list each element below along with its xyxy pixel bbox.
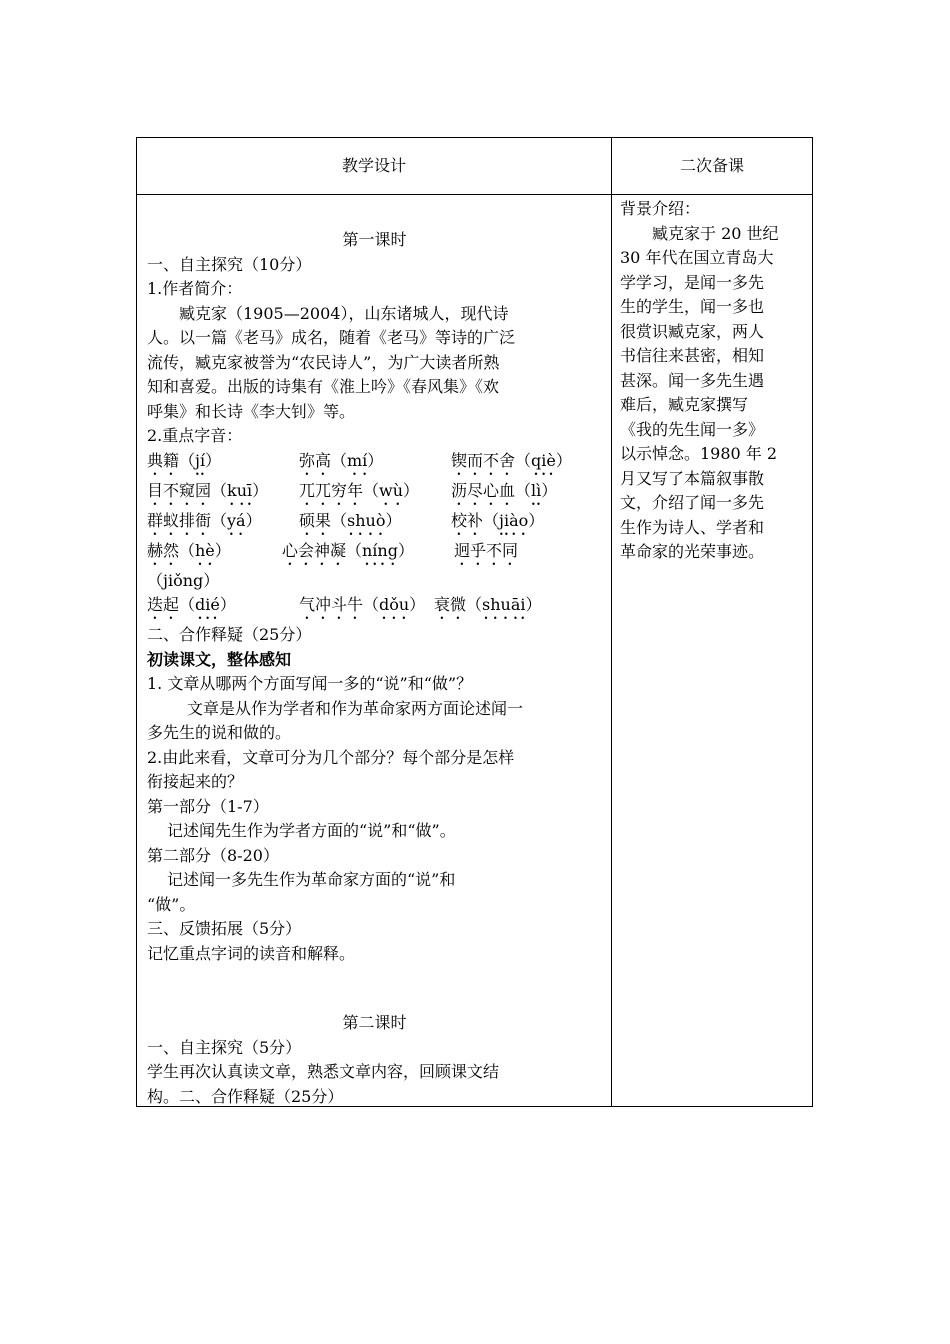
- pron-item: 目不窥园（kuī）: [147, 480, 269, 500]
- background-line: 月又写了本篇叙事散: [620, 468, 765, 488]
- question-2-line: 2.由此来看，文章可分为几个部分？每个部分是怎样: [147, 747, 515, 767]
- background-line: 学学习，是闻一多先: [620, 272, 765, 292]
- pronunciation-row: [147, 539, 602, 569]
- lesson-plan-table: [136, 137, 813, 1107]
- question-2-line: 衔接起来的？: [147, 772, 244, 791]
- background-line: 《我的先生闻一多》: [620, 419, 765, 439]
- lesson1-section1: 一、自主探究（10分）: [147, 254, 312, 274]
- lesson1-title: 第一课时: [342, 230, 407, 249]
- part-2-heading: 第二部分（8-20）: [147, 845, 279, 865]
- pron-item: 气冲斗牛（dǒu）: [299, 595, 426, 614]
- part-2-desc-line: 记述闻一多先生作为革命家方面的“说”和: [167, 870, 456, 889]
- background-line: 很赏识臧克家，两人: [620, 321, 765, 341]
- column-divider: [611, 138, 612, 1106]
- bio-line: 呼集》和长诗《李大钊》等。: [147, 401, 356, 421]
- pronunciation-row: [147, 593, 602, 623]
- lesson2-title: 第二课时: [342, 1013, 407, 1032]
- background-line: 难后，臧克家撰写: [620, 395, 749, 414]
- background-line: 生作为诗人、学者和: [620, 517, 765, 537]
- part-1-desc: 记述闻先生作为学者方面的“说”和“做”。: [167, 821, 456, 840]
- pron-item: 弥高（mí）: [299, 450, 384, 470]
- pronunciation-row: [147, 449, 602, 479]
- header-teaching-design: 教学设计: [341, 156, 406, 175]
- bio-line: 流传，臧克家被誉为“农民诗人”，为广大读者所熟: [147, 352, 500, 372]
- pron-item: 校补（jiào）: [451, 510, 545, 530]
- author-intro-heading: 1.作者简介：: [147, 279, 243, 298]
- pron-item: 典籍（jí）: [147, 450, 222, 470]
- lesson1-section3-desc: 记忆重点字词的读音和解释。: [147, 943, 356, 963]
- header-divider: [137, 194, 812, 195]
- pronunciation-heading: 2.重点字音：: [147, 426, 243, 445]
- pron-item: 心会神凝（níng）: [282, 540, 414, 560]
- pron-item: 硕果（shuò）: [299, 510, 402, 530]
- lesson2-desc-line: 学生再次认真读文章，熟悉文章内容，回顾课文结: [147, 1062, 500, 1081]
- reading-subheading: 初读课文，整体感知: [147, 649, 292, 669]
- background-line: 臧克家于 20 世纪: [652, 223, 779, 243]
- pronunciation-row: [147, 569, 602, 594]
- background-line: 革命家的光荣事迹。: [620, 542, 765, 561]
- pron-item: 锲而不舍（qiè）: [451, 450, 572, 470]
- question-1: 1. 文章从哪两个方面写闻一多的“说”和“做”？: [147, 674, 473, 693]
- background-line: 文，介绍了闻一多先: [620, 493, 765, 512]
- lesson1-section2: 二、合作释疑（25分）: [147, 625, 312, 644]
- background-line: 生的学生，闻一多也: [620, 297, 765, 316]
- lesson2-desc-line: 构。二、合作释疑（25分）: [147, 1086, 344, 1106]
- pronunciation-row: [147, 509, 602, 539]
- pron-item: 赫然（hè）: [147, 540, 231, 560]
- answer-1-line: 多先生的说和做的。: [147, 723, 292, 742]
- pronunciation-row: [147, 479, 602, 509]
- lesson2-section1: 一、自主探究（5分）: [147, 1037, 302, 1057]
- pron-item: 兀兀穷年（wù）: [299, 480, 420, 500]
- bio-line: 知和喜爱。出版的诗集有《淮上吟》《春风集》《欢: [147, 377, 500, 396]
- part-2-desc-line: “做”。: [147, 894, 196, 914]
- pron-item: （jiǒng）: [147, 570, 220, 590]
- second-prep-content: [620, 197, 810, 565]
- pron-item: 迥乎不同: [454, 540, 519, 560]
- background-line: 30 年代在国立青岛大: [620, 248, 774, 267]
- lesson1-section3: 三、反馈拓展（5分）: [147, 919, 302, 938]
- background-line: 书信往来甚密，相知: [620, 346, 765, 365]
- background-line: 甚深。闻一多先生遇: [620, 370, 765, 390]
- header-second-prep: 二次备课: [679, 156, 744, 175]
- background-line: 以示悼念。1980 年 2: [620, 444, 778, 463]
- teaching-design-content: [147, 228, 602, 1109]
- pron-item: 沥尽心血（lì）: [451, 480, 558, 500]
- pron-item: 群蚁排衙（yá）: [147, 510, 262, 530]
- part-1-heading: 第一部分（1-7）: [147, 796, 269, 816]
- pron-item: 迭起（dié）: [147, 595, 236, 614]
- answer-1-line: 文章是从作为学者和作为革命家两方面论述闻一: [187, 698, 524, 718]
- background-title: 背景介绍：: [620, 199, 701, 218]
- pron-item: 衰微（shuāi）: [434, 595, 542, 614]
- bio-line: 臧克家（1905—2004），山东诸城人，现代诗: [179, 303, 509, 323]
- bio-line: 人。以一篇《老马》成名，随着《老马》等诗的广泛: [147, 328, 516, 347]
